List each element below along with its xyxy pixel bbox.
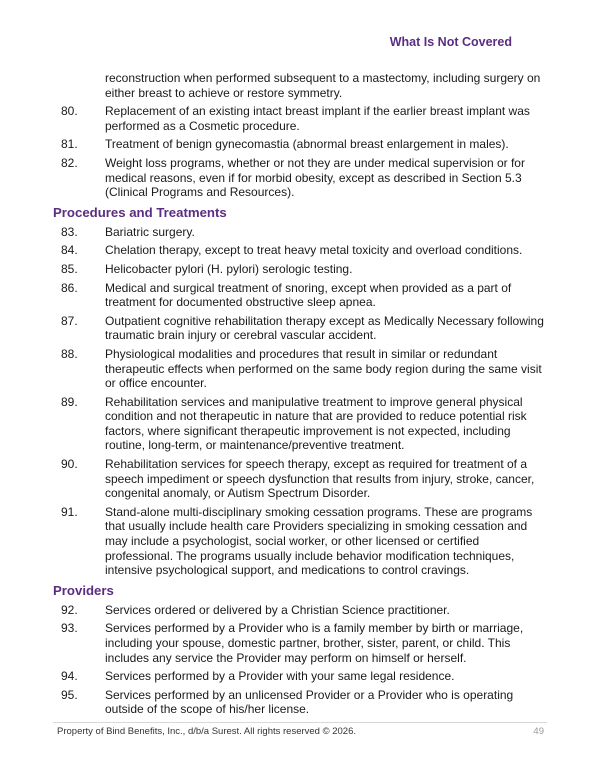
item-number: 94. [61, 669, 78, 684]
footer-copyright: Property of Bind Benefits, Inc., d/b/a Surest. All rights reserved © 2026. [57, 726, 357, 737]
item-text: Outpatient cognitive rehabilitation therapy except as Medically Necessary following traumatic brain injury or cerebral vascular accident. [105, 313, 544, 343]
item-text: Bariatric surgery. [105, 224, 195, 239]
item-number: 84. [61, 243, 78, 258]
item-text: Helicobacter pylori (H. pylori) serologic testing. [105, 261, 353, 276]
list-item [53, 395, 547, 453]
item-text: Services performed by an unlicensed Provider or a Provider who is operating outside of the scope of his/her license. [105, 687, 514, 717]
item-number: 85. [61, 261, 78, 276]
item-number: 91. [61, 504, 78, 519]
list-item [53, 505, 547, 578]
item-text: Chelation therapy, except to treat heavy metal toxicity and overload conditions. [105, 243, 523, 258]
section-heading-providers: Providers [53, 582, 114, 598]
item-number: 95. [61, 687, 78, 702]
footer-divider [53, 722, 547, 723]
item-number: 88. [61, 346, 78, 361]
item-number: 93. [61, 621, 78, 636]
item-text: Treatment of benign gynecomastia (abnormal breast enlargement in males). [105, 137, 509, 152]
item-number: 86. [61, 280, 78, 295]
item-text: Weight loss programs, whether or not they are under medical supervision or for medical reasons, even if for morbid obesity, except as described in Section 5.3 (Clinical Programs and Resources). [105, 155, 525, 200]
list-item [53, 347, 547, 391]
page-number: 49 [533, 726, 544, 737]
list-item [53, 688, 547, 717]
item-number: 87. [61, 313, 78, 328]
item-text: Replacement of an existing intact breast implant if the earlier breast implant was performed as a Cosmetic procedure. [105, 104, 530, 133]
item-text: Physiological modalities and procedures that result in similar or redundant therapeutic effects when performed on the same body region during the same visit or office encounter. [105, 346, 542, 391]
list-item [53, 281, 547, 310]
item-text: Services ordered or delivered by a Christian Science practitioner. [105, 602, 450, 617]
item-number: 90. [61, 457, 78, 472]
item-text: Rehabilitation services and manipulative treatment to improve general physical condition and not therapeutic in nature that are provided to reduce potential risk factors, where significant therapeutic improvement is not expected, including routine, long-term, or maintenance/preventive treatment. [105, 394, 527, 453]
page-content [53, 71, 547, 721]
item-text: Services performed by a Provider with your same legal residence. [105, 669, 455, 684]
list-item [53, 137, 547, 152]
continued-item-text: reconstruction when performed subsequent to a mastectomy, including surgery on either breast to achieve or restore symmetry. [105, 71, 541, 100]
list-item [53, 621, 547, 665]
item-text: Medical and surgical treatment of snoring, except when provided as a part of treatment for documented obstructive sleep apnea. [105, 280, 512, 310]
item-number: 80. [61, 104, 78, 119]
list-item [53, 104, 547, 133]
list-item [53, 314, 547, 343]
section-heading-procedures: Procedures and Treatments [53, 204, 227, 220]
item-text: Stand-alone multi-disciplinary smoking cessation programs. These are programs that usually include health care Providers specializing in smoking cessation and may include a psychologist, social worker, or other licensed or certified professional. The programs usually include behavior modification techniques, intensive psychological support, and medications to control cravings. [105, 504, 533, 578]
item-number: 89. [61, 394, 78, 409]
list-item [53, 603, 547, 618]
item-number: 81. [61, 137, 78, 152]
item-number: 82. [61, 155, 78, 170]
list-item [53, 669, 547, 684]
list-item [53, 225, 547, 240]
list-item [53, 156, 547, 200]
page-header-title: What Is Not Covered [389, 35, 512, 49]
item-text: Services performed by a Provider who is a family member by birth or marriage, including your spouse, domestic partner, brother, sister, parent, or child. This includes any service the Provider may perform on himself or herself. [105, 621, 524, 665]
list-item [53, 262, 547, 277]
item-text: Rehabilitation services for speech therapy, except as required for treatment of a speech impediment or speech dysfunction that results from injury, stroke, cancer, congenital anomaly, or Autism Spectrum Disorder. [105, 457, 535, 501]
list-item [53, 243, 547, 258]
item-number: 83. [61, 224, 78, 239]
list-item [53, 457, 547, 501]
item-number: 92. [61, 602, 78, 617]
